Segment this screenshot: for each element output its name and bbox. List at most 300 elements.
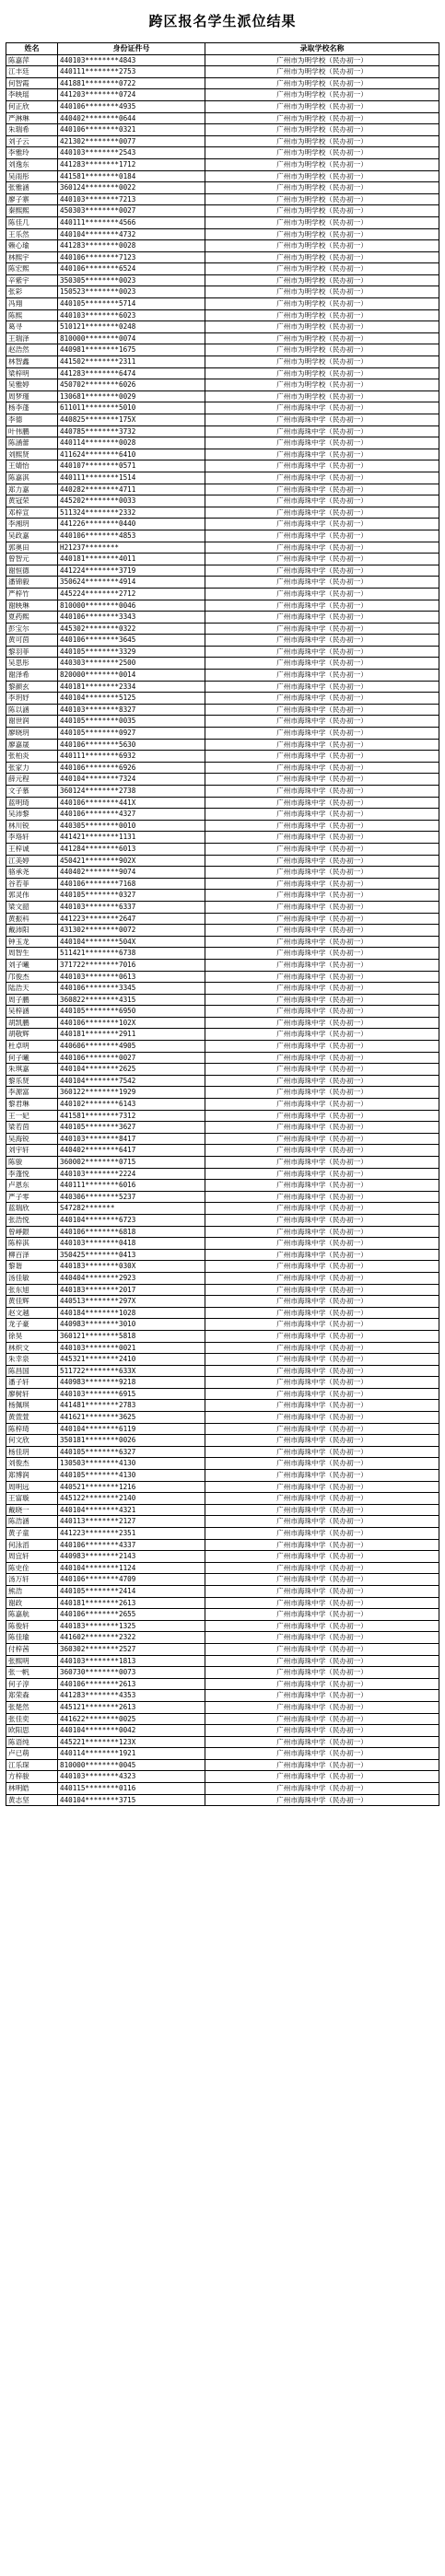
student-name: 陈语纯 — [6, 1736, 58, 1748]
table-row — [6, 240, 439, 252]
id-number: 440103********1813 — [58, 1655, 205, 1667]
school-name: 广州市海珠中学（民办初一） — [205, 797, 439, 809]
student-name: 林明皓 — [6, 1783, 58, 1795]
table-row — [6, 182, 439, 194]
school-name: 广州市海珠中学（民办初一） — [205, 751, 439, 763]
school-name: 广州市海珠中学（民办初一） — [205, 855, 439, 867]
id-number: 440106********2613 — [58, 1678, 205, 1690]
student-name: 何子曦 — [6, 1052, 58, 1064]
student-name: 黄佳辉 — [6, 1296, 58, 1308]
id-number: 440106********3645 — [58, 635, 205, 647]
student-name: 林智鑫 — [6, 356, 58, 368]
table-row — [6, 1794, 439, 1806]
student-name: 蓝瑞欣 — [6, 1203, 58, 1215]
table-row — [6, 983, 439, 995]
id-number: 440105********5714 — [58, 298, 205, 310]
school-name: 广州市海珠中学（民办初一） — [205, 425, 439, 437]
school-name: 广州市海珠中学（民办初一） — [205, 1377, 439, 1389]
school-name: 广州市海珠中学（民办初一） — [205, 437, 439, 449]
id-number: 445122********2140 — [58, 1493, 205, 1505]
id-number: 440983********3010 — [58, 1319, 205, 1331]
school-name: 广州市海珠中学（民办初一） — [205, 762, 439, 774]
id-number: 441621********3625 — [58, 1412, 205, 1424]
school-name: 广州市海珠中学（民办初一） — [205, 1794, 439, 1806]
student-name: 黄萱萱 — [6, 1412, 58, 1424]
student-name: 吴政嘉 — [6, 530, 58, 542]
id-number: 440402********6417 — [58, 1145, 205, 1157]
id-number: 440183********2017 — [58, 1284, 205, 1296]
school-name: 广州市海珠中学（民办初一） — [205, 878, 439, 890]
student-name: 谢恒德 — [6, 565, 58, 577]
student-name: 杨佩琪 — [6, 1400, 58, 1412]
school-name: 广州市为明学校（民办初一） — [205, 66, 439, 78]
table-row — [6, 1006, 439, 1018]
table-row — [6, 1110, 439, 1122]
student-name: 卢已萌 — [6, 1748, 58, 1760]
school-name: 广州市为明学校（民办初一） — [205, 112, 439, 124]
school-name: 广州市海珠中学（民办初一） — [205, 1620, 439, 1632]
student-name: 葛寻 — [6, 321, 58, 333]
id-number: 360822********4315 — [58, 994, 205, 1006]
id-number: 440181********2911 — [58, 1029, 205, 1041]
school-name: 广州市海珠中学（民办初一） — [205, 1006, 439, 1018]
table-row — [6, 228, 439, 240]
table-row — [6, 1620, 439, 1632]
school-name: 广州市为明学校（民办初一） — [205, 124, 439, 136]
table-row — [6, 739, 439, 751]
id-number: 440106********4853 — [58, 530, 205, 542]
id-number: 440104********0042 — [58, 1725, 205, 1737]
id-number: 431302********0072 — [58, 925, 205, 937]
student-name: 郑荣森 — [6, 1690, 58, 1702]
school-name: 广州市海珠中学（民办初一） — [205, 449, 439, 460]
student-name: 谢世润 — [6, 716, 58, 728]
table-row — [6, 1690, 439, 1702]
table-row — [6, 1678, 439, 1690]
table-row — [6, 437, 439, 449]
student-name: 谢映琳 — [6, 600, 58, 612]
id-number: 440106********4935 — [58, 100, 205, 112]
id-number: 440104********3715 — [58, 1794, 205, 1806]
school-name: 广州市海珠中学（民办初一） — [205, 1342, 439, 1354]
school-name: 广州市海珠中学（民办初一） — [205, 1388, 439, 1400]
table-row — [6, 542, 439, 554]
student-name: 陈嘉航 — [6, 1609, 58, 1621]
results-table — [6, 42, 439, 1806]
table-row — [6, 1075, 439, 1087]
student-name: 欧阳思 — [6, 1725, 58, 1737]
student-name: 何正欣 — [6, 100, 58, 112]
student-name: 林川锐 — [6, 820, 58, 832]
table-row — [6, 309, 439, 321]
id-number: 511421********6738 — [58, 948, 205, 960]
table-row — [6, 1632, 439, 1644]
table-row — [6, 925, 439, 937]
student-name: 刘熙贤 — [6, 449, 58, 460]
school-name: 广州市海珠中学（民办初一） — [205, 693, 439, 705]
id-number: 440402********0644 — [58, 112, 205, 124]
table-row — [6, 1597, 439, 1609]
student-name: 何泳滔 — [6, 1539, 58, 1551]
table-row — [6, 554, 439, 565]
student-name: 梁梓明 — [6, 367, 58, 379]
table-row — [6, 867, 439, 879]
table-row — [6, 1157, 439, 1169]
school-name: 广州市海珠中学（民办初一） — [205, 1667, 439, 1679]
school-name: 广州市海珠中学（民办初一） — [205, 948, 439, 960]
id-number: 440115********0116 — [58, 1783, 205, 1795]
student-name: 刘逸东 — [6, 158, 58, 170]
student-name: 何智霞 — [6, 77, 58, 89]
school-name: 广州市海珠中学（民办初一） — [205, 460, 439, 472]
table-row — [6, 1539, 439, 1551]
school-name: 广州市为明学校（民办初一） — [205, 390, 439, 402]
id-number: H21237******** — [58, 542, 205, 554]
table-row — [6, 1470, 439, 1482]
table-row — [6, 658, 439, 670]
table-row — [6, 797, 439, 809]
school-name: 广州市海珠中学（民办初一） — [205, 1041, 439, 1053]
school-name: 广州市海珠中学（民办初一） — [205, 1539, 439, 1551]
school-name: 广州市海珠中学（民办初一） — [205, 1122, 439, 1134]
school-name: 广州市海珠中学（民办初一） — [205, 1099, 439, 1111]
school-name: 广州市海珠中学（民办初一） — [205, 1191, 439, 1203]
school-name: 广州市海珠中学（民办初一） — [205, 1110, 439, 1122]
student-name: 谢泽希 — [6, 670, 58, 682]
school-name: 广州市为明学校（民办初一） — [205, 274, 439, 286]
school-name: 广州市海珠中学（民办初一） — [205, 1516, 439, 1528]
school-name: 广州市为明学校（民办初一） — [205, 344, 439, 356]
school-name: 广州市海珠中学（民办初一） — [205, 1145, 439, 1157]
id-number: 445321********2410 — [58, 1354, 205, 1366]
table-row — [6, 379, 439, 391]
school-name: 广州市海珠中学（民办初一） — [205, 1643, 439, 1655]
id-number: 440983********2143 — [58, 1551, 205, 1563]
school-name: 广州市海珠中学（民办初一） — [205, 1713, 439, 1725]
school-name: 广州市为明学校（民办初一） — [205, 321, 439, 333]
table-row — [6, 1238, 439, 1250]
table-row — [6, 1481, 439, 1493]
student-name: 张雅涵 — [6, 182, 58, 194]
student-name: 叶伟鹏 — [6, 425, 58, 437]
school-name: 广州市海珠中学（民办初一） — [205, 1272, 439, 1284]
id-number: 440181********4011 — [58, 554, 205, 565]
student-name: 彭宝尔 — [6, 623, 58, 635]
id-number: 440106********6818 — [58, 1226, 205, 1238]
student-name: 严淋琳 — [6, 112, 58, 124]
table-row — [6, 112, 439, 124]
table-row — [6, 1701, 439, 1713]
id-number: 360124********2738 — [58, 786, 205, 798]
student-name: 戴沛阳 — [6, 925, 58, 937]
table-row — [6, 913, 439, 925]
student-name: 郑力嘉 — [6, 484, 58, 495]
table-row — [6, 321, 439, 333]
table-row — [6, 1133, 439, 1145]
table-row — [6, 1748, 439, 1760]
student-name: 黄振科 — [6, 913, 58, 925]
id-number: 360302********2527 — [58, 1643, 205, 1655]
school-name: 广州市为明学校（民办初一） — [205, 298, 439, 310]
school-name: 广州市海珠中学（民办初一） — [205, 913, 439, 925]
id-number: 441283********0028 — [58, 240, 205, 252]
id-number: 440106********6524 — [58, 263, 205, 275]
id-number: 440306********5237 — [58, 1191, 205, 1203]
student-name: 付梓茜 — [6, 1643, 58, 1655]
student-name: 骆承尧 — [6, 867, 58, 879]
id-number: 441284********6013 — [58, 843, 205, 855]
id-number: 440104********5125 — [58, 693, 205, 705]
table-row — [6, 390, 439, 402]
table-row — [6, 1585, 439, 1597]
id-number: 450303********0027 — [58, 205, 205, 217]
id-number: 440103********4323 — [58, 1771, 205, 1783]
student-name: 潘子轩 — [6, 1377, 58, 1389]
id-number: 445202********0033 — [58, 495, 205, 507]
school-name: 广州市海珠中学（民办初一） — [205, 1249, 439, 1261]
school-name: 广州市海珠中学（民办初一） — [205, 565, 439, 577]
student-name: 郭奥田 — [6, 542, 58, 554]
student-name: 胡凯鹏 — [6, 1017, 58, 1029]
table-row — [6, 751, 439, 763]
id-number: 441881********0722 — [58, 77, 205, 89]
student-name: 李珞轩 — [6, 832, 58, 844]
school-name: 广州市海珠中学（民办初一） — [205, 959, 439, 971]
student-name: 黄冠荣 — [6, 495, 58, 507]
table-row — [6, 519, 439, 530]
student-name: 胡敬辉 — [6, 1029, 58, 1041]
student-name: 戴晓一 — [6, 1504, 58, 1516]
table-row — [6, 263, 439, 275]
table-row — [6, 507, 439, 519]
id-number: 350425********0413 — [58, 1249, 205, 1261]
id-number: 421302********0077 — [58, 135, 205, 147]
table-row — [6, 100, 439, 112]
school-name: 广州市海珠中学（民办初一） — [205, 774, 439, 786]
student-name: 张熙明 — [6, 1655, 58, 1667]
id-number: 440104********4321 — [58, 1504, 205, 1516]
student-name: 廖嘉晟 — [6, 739, 58, 751]
student-name: 吴海锐 — [6, 1133, 58, 1145]
student-name: 何文欣 — [6, 1435, 58, 1447]
school-name: 广州市为明学校（民办初一） — [205, 100, 439, 112]
student-name: 陈梓淇 — [6, 1238, 58, 1250]
id-number: 360730********0073 — [58, 1667, 205, 1679]
school-name: 广州市海珠中学（民办初一） — [205, 670, 439, 682]
id-number: 440983********9218 — [58, 1377, 205, 1389]
table-row — [6, 612, 439, 624]
id-number: 441622********0025 — [58, 1713, 205, 1725]
table-row — [6, 1388, 439, 1400]
table-row — [6, 484, 439, 495]
school-name: 广州市海珠中学（民办初一） — [205, 1458, 439, 1470]
id-number: 441283********4353 — [58, 1690, 205, 1702]
id-number: 511722********633X — [58, 1365, 205, 1377]
student-name: 邝俊杰 — [6, 971, 58, 983]
student-name: 江乐琛 — [6, 1759, 58, 1771]
table-row — [6, 1725, 439, 1737]
id-number: 440183********030X — [58, 1261, 205, 1273]
student-name: 卢恩东 — [6, 1180, 58, 1192]
id-number: 440111********1514 — [58, 472, 205, 484]
id-number: 440105********3627 — [58, 1122, 205, 1134]
student-name: 黎羽菲 — [6, 646, 58, 658]
student-name: 张浩悦 — [6, 1214, 58, 1226]
student-name: 何子淳 — [6, 1678, 58, 1690]
table-row — [6, 356, 439, 368]
student-name: 张家力 — [6, 762, 58, 774]
id-number: 440111********6932 — [58, 751, 205, 763]
id-number: 440184********1028 — [58, 1307, 205, 1319]
id-number: 440106********4327 — [58, 809, 205, 821]
table-row — [6, 66, 439, 78]
id-number: 440103********6915 — [58, 1388, 205, 1400]
school-name: 广州市为明学校（民办初一） — [205, 182, 439, 194]
id-number: 440104********7324 — [58, 774, 205, 786]
id-number: 440103********0418 — [58, 1238, 205, 1250]
student-name: 王瑞泽 — [6, 332, 58, 344]
student-name: 陈梓琦 — [6, 1423, 58, 1435]
table-row — [6, 332, 439, 344]
school-name: 广州市海珠中学（民办初一） — [205, 1307, 439, 1319]
school-name: 广州市为明学校（民办初一） — [205, 379, 439, 391]
school-name: 广州市海珠中学（民办初一） — [205, 623, 439, 635]
student-name: 黄志坚 — [6, 1794, 58, 1806]
table-row — [6, 1400, 439, 1412]
id-number: 441581********0184 — [58, 170, 205, 182]
school-name: 广州市海珠中学（民办初一） — [205, 1435, 439, 1447]
column-header-id: 身份证件号 — [58, 43, 205, 55]
school-name: 广州市海珠中学（民办初一） — [205, 1690, 439, 1702]
student-name: 曾崢銀 — [6, 1226, 58, 1238]
header-row — [6, 43, 439, 55]
school-name: 广州市海珠中学（民办初一） — [205, 1029, 439, 1041]
school-name: 广州市海珠中学（民办初一） — [205, 1725, 439, 1737]
school-name: 广州市为明学校（民办初一） — [205, 263, 439, 275]
id-number: 130503********4130 — [58, 1458, 205, 1470]
school-name: 广州市为明学校（民办初一） — [205, 251, 439, 263]
table-row — [6, 959, 439, 971]
id-number: 810000********0046 — [58, 600, 205, 612]
school-name: 广州市海珠中学（民办初一） — [205, 554, 439, 565]
student-name: 李映瑶 — [6, 89, 58, 101]
school-name: 广州市海珠中学（民办初一） — [205, 414, 439, 426]
student-name: 廖子寨 — [6, 193, 58, 205]
school-name: 广州市海珠中学（民办初一） — [205, 577, 439, 589]
student-name: 黄可茵 — [6, 635, 58, 647]
page-title: 跨区报名学生派位结果 — [148, 13, 297, 29]
student-name: 潘锦毅 — [6, 577, 58, 589]
school-name: 广州市海珠中学（民办初一） — [205, 1446, 439, 1458]
table-row — [6, 577, 439, 589]
id-number: 360122********1929 — [58, 1087, 205, 1099]
table-row — [6, 1145, 439, 1157]
student-name: 梁文韶 — [6, 901, 58, 913]
school-name: 广州市海珠中学（民办初一） — [205, 1261, 439, 1273]
student-name: 夏药熙 — [6, 612, 58, 624]
id-number: 350305********0023 — [58, 274, 205, 286]
school-name: 广州市海珠中学（民办初一） — [205, 925, 439, 937]
school-name: 广州市海珠中学（民办初一） — [205, 1412, 439, 1424]
school-name: 广州市海珠中学（民办初一） — [205, 1180, 439, 1192]
school-name: 广州市海珠中学（民办初一） — [205, 1319, 439, 1331]
table-row — [6, 193, 439, 205]
school-name: 广州市海珠中学（民办初一） — [205, 519, 439, 530]
id-number: 360121********5818 — [58, 1330, 205, 1342]
table-row — [6, 843, 439, 855]
school-name: 广州市海珠中学（民办初一） — [205, 809, 439, 821]
student-name: 林熙宇 — [6, 251, 58, 263]
table-row — [6, 205, 439, 217]
id-number: 440106********5630 — [58, 739, 205, 751]
table-row — [6, 1655, 439, 1667]
id-number: 440106********4337 — [58, 1539, 205, 1551]
id-number: 440103********0613 — [58, 971, 205, 983]
student-name: 赵文越 — [6, 1307, 58, 1319]
id-number: 441224********3719 — [58, 565, 205, 577]
school-name: 广州市海珠中学（民办初一） — [205, 1609, 439, 1621]
table-row — [6, 1609, 439, 1621]
id-number: 360002********0715 — [58, 1157, 205, 1169]
id-number: 411624********6410 — [58, 449, 205, 460]
table-row — [6, 1029, 439, 1041]
student-name: 钟玉龙 — [6, 936, 58, 948]
table-row — [6, 472, 439, 484]
school-name: 广州市为明学校（民办初一） — [205, 240, 439, 252]
id-number: 440981********1675 — [58, 344, 205, 356]
school-name: 广州市为明学校（民办初一） — [205, 216, 439, 228]
student-name: 杨佳玥 — [6, 1446, 58, 1458]
school-name: 广州市海珠中学（民办初一） — [205, 612, 439, 624]
student-name: 黄子童 — [6, 1528, 58, 1540]
table-row — [6, 1122, 439, 1134]
student-name: 陈嘉淇 — [6, 472, 58, 484]
school-name: 广州市海珠中学（民办初一） — [205, 890, 439, 902]
table-row — [6, 1435, 439, 1447]
school-name: 广州市海珠中学（民办初一） — [205, 1551, 439, 1563]
school-name: 广州市为明学校（民办初一） — [205, 205, 439, 217]
school-name: 广州市海珠中学（民办初一） — [205, 716, 439, 728]
column-header-school: 录取学校名称 — [205, 43, 439, 55]
id-number: 820000********0014 — [58, 670, 205, 682]
student-name: 徐昊 — [6, 1330, 58, 1342]
school-name: 广州市海珠中学（民办初一） — [205, 1597, 439, 1609]
student-name: 赖心瑜 — [6, 240, 58, 252]
student-name: 陈涵蕾 — [6, 437, 58, 449]
table-row — [6, 1458, 439, 1470]
school-name: 广州市海珠中学（民办初一） — [205, 1203, 439, 1215]
id-number: 440106********0027 — [58, 1052, 205, 1064]
id-number: 440106********102X — [58, 1017, 205, 1029]
id-number: 441203********0724 — [58, 89, 205, 101]
table-row — [6, 124, 439, 136]
id-number: 511324********2332 — [58, 507, 205, 519]
id-number: 445221********123X — [58, 1736, 205, 1748]
table-row — [6, 77, 439, 89]
student-name: 周梦瑾 — [6, 390, 58, 402]
school-name: 广州市为明学校（民办初一） — [205, 54, 439, 66]
student-name: 张一帆 — [6, 1667, 58, 1679]
table-row — [6, 530, 439, 542]
id-number: S47282******* — [58, 1203, 205, 1215]
table-row — [6, 936, 439, 948]
id-number: 440114********0028 — [58, 437, 205, 449]
id-number: 441223********2351 — [58, 1528, 205, 1540]
table-row — [6, 344, 439, 356]
id-number: 440785********3732 — [58, 425, 205, 437]
student-name: 熊浩 — [6, 1585, 58, 1597]
id-number: 440111********2753 — [58, 66, 205, 78]
